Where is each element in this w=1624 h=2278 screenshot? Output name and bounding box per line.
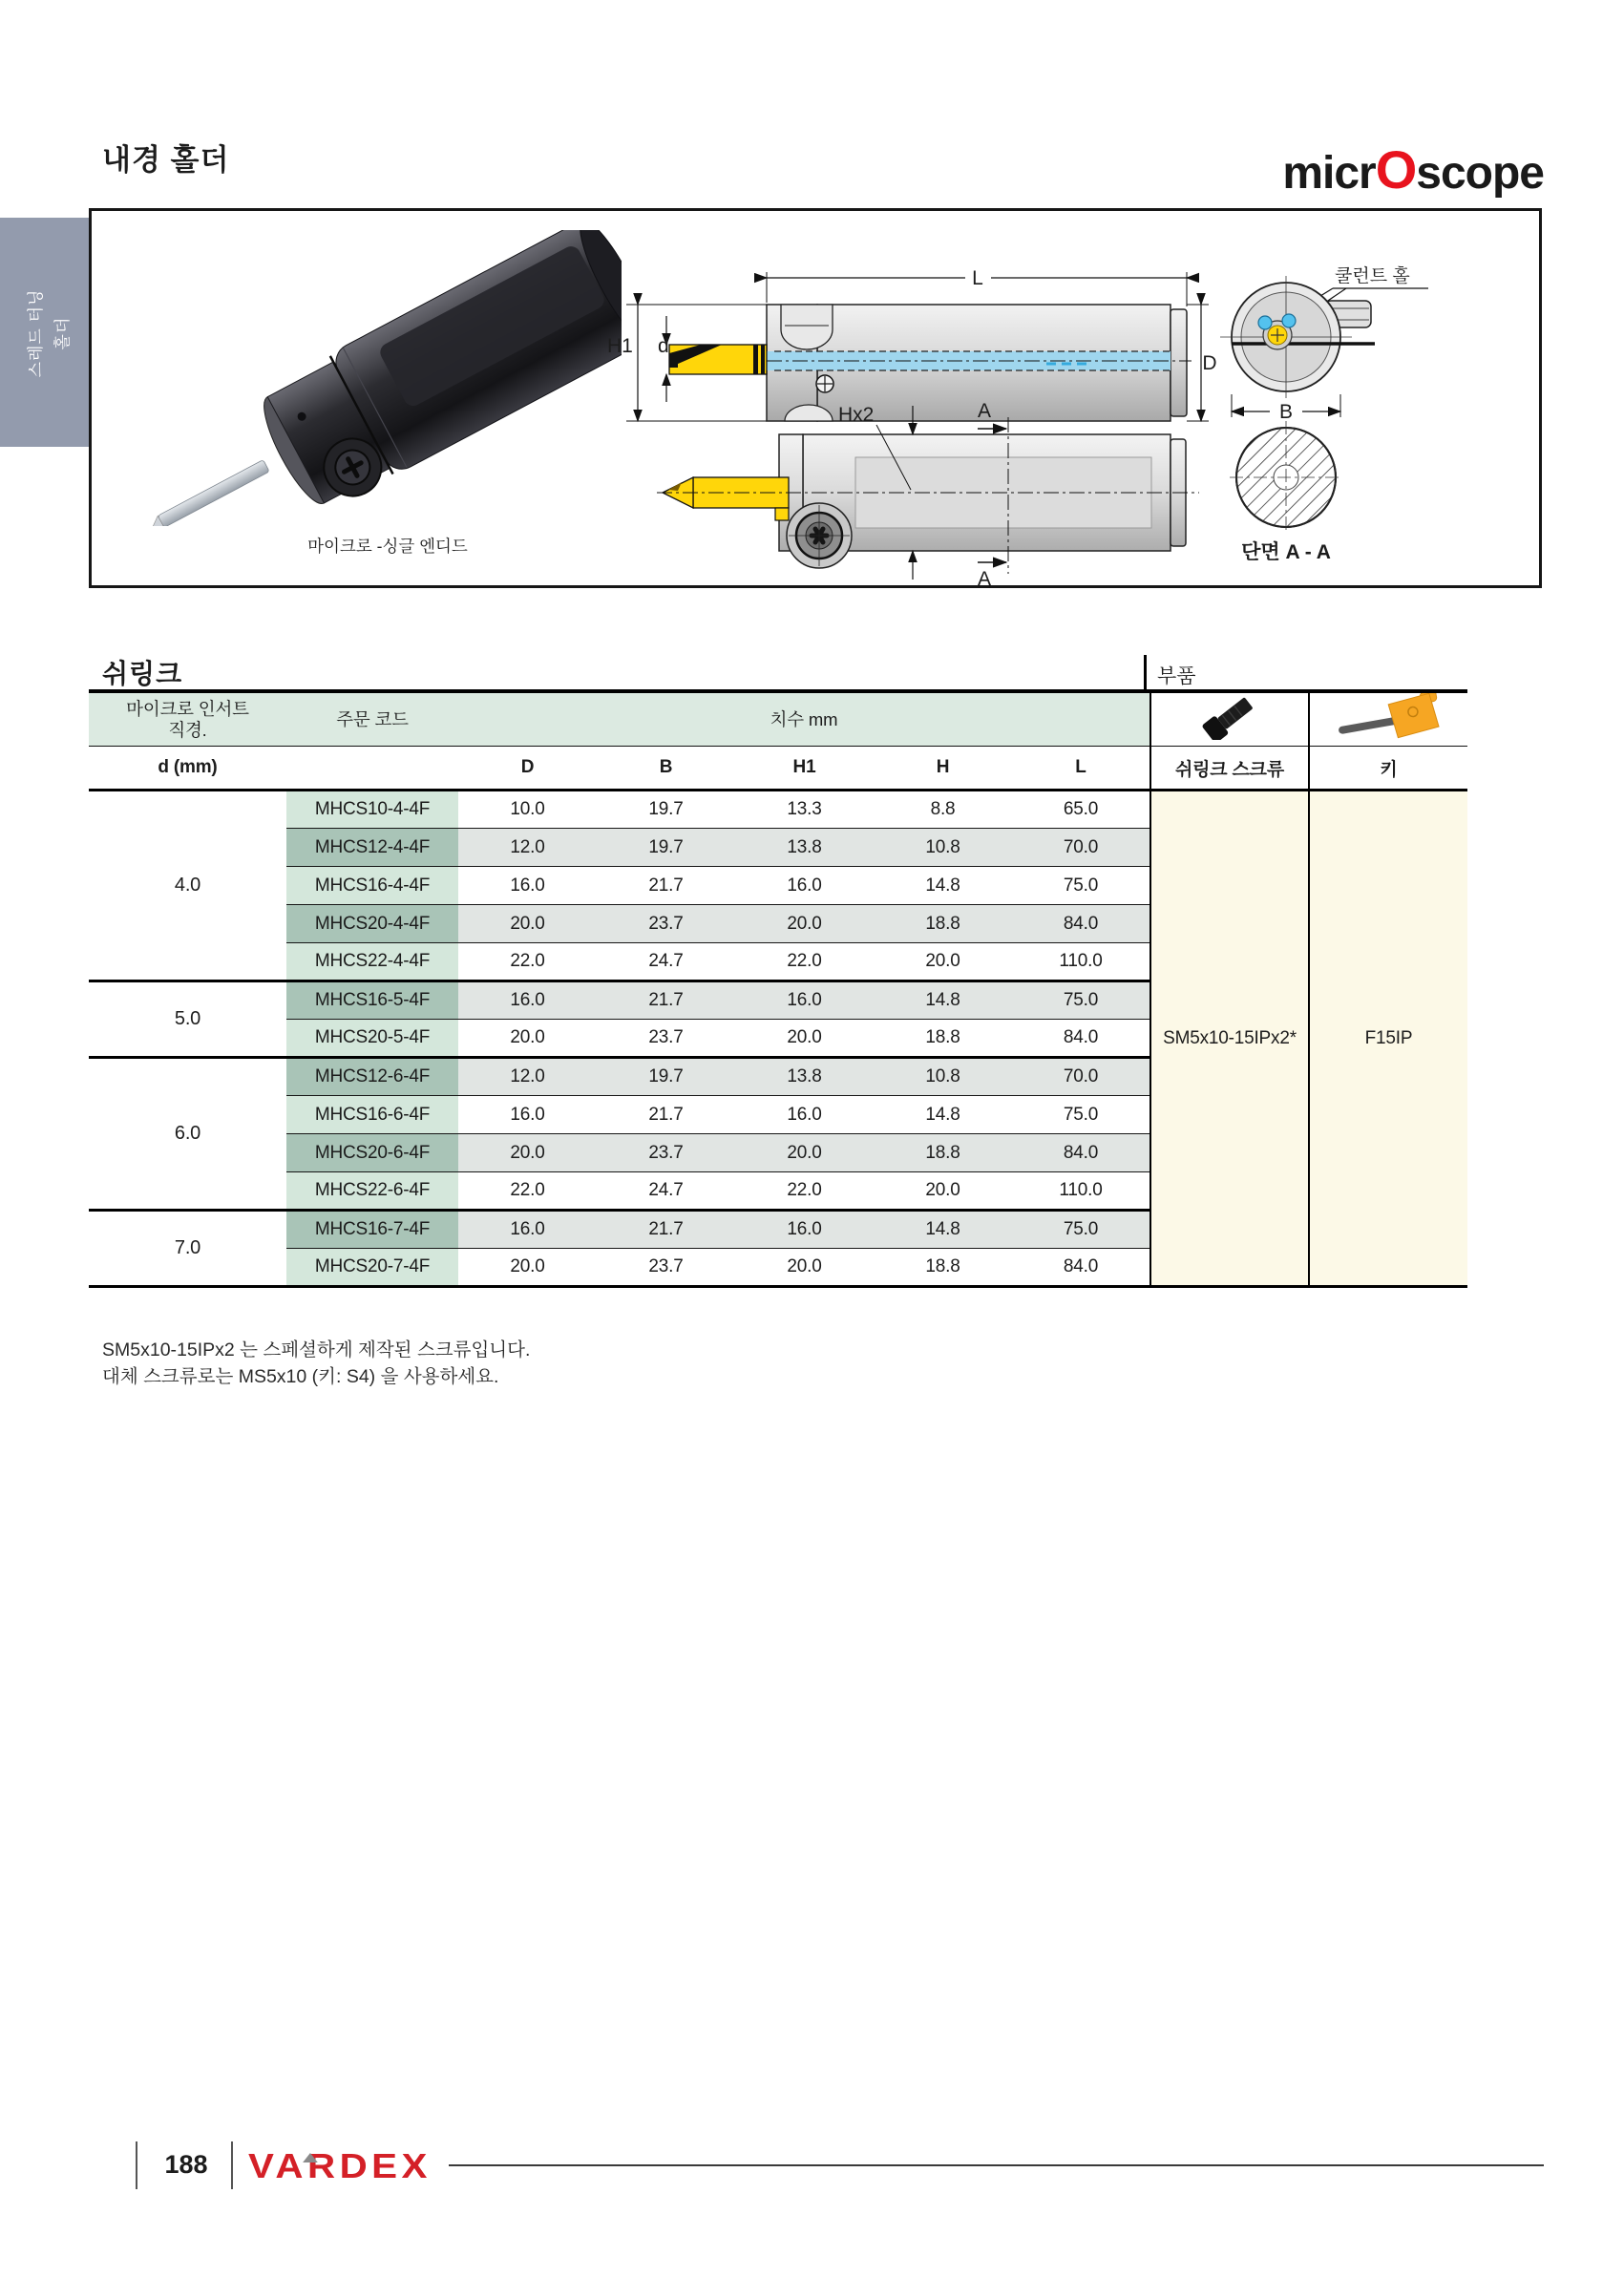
dim-d-cell: 20.0	[458, 1020, 597, 1058]
header-code-spacer	[286, 747, 458, 791]
dim-h1-cell: 22.0	[735, 1172, 874, 1211]
footer-divider-left	[136, 2141, 137, 2189]
dim-b-cell: 21.7	[597, 1211, 735, 1249]
dim-b-cell: 23.7	[597, 1249, 735, 1287]
dim-h-cell: 10.8	[874, 829, 1012, 867]
order-code-cell: MHCS20-5-4F	[286, 1020, 458, 1058]
dim-l-cell: 75.0	[1012, 1096, 1150, 1134]
dim-d-cell: 12.0	[458, 1058, 597, 1096]
dim-h1-cell: 16.0	[735, 1211, 874, 1249]
dim-l-cell: 84.0	[1012, 905, 1150, 943]
sidebar-tab-label-line2: 홀더	[53, 316, 72, 350]
dim-h1-cell: 20.0	[735, 1020, 874, 1058]
dim-d-cell: 16.0	[458, 1096, 597, 1134]
order-code-cell: MHCS12-6-4F	[286, 1058, 458, 1096]
order-code-cell: MHCS16-5-4F	[286, 981, 458, 1020]
dim-h1-cell: 13.3	[735, 791, 874, 829]
footer-rule	[449, 2164, 1544, 2166]
holder-photo	[144, 230, 622, 526]
order-code-cell: MHCS22-6-4F	[286, 1172, 458, 1211]
header-order-code: 주문 코드	[286, 691, 458, 747]
section-label-A-top: A	[977, 402, 992, 422]
header-col-D: D	[458, 747, 597, 791]
dim-l-cell: 84.0	[1012, 1134, 1150, 1172]
dim-h-cell: 20.0	[874, 943, 1012, 981]
footnote-line2: 대체 스크류로는 MS5x10 (키: S4) 을 사용하세요.	[102, 1366, 499, 1387]
dim-h-cell: 18.8	[874, 1020, 1012, 1058]
header-insert-diameter	[89, 691, 286, 747]
order-code-cell: MHCS12-4-4F	[286, 829, 458, 867]
header-col-H1: H1	[735, 747, 874, 791]
parts-title: 부품	[1157, 665, 1196, 687]
dim-b-cell: 23.7	[597, 1020, 735, 1058]
microscope-logo	[1050, 139, 1544, 200]
coolant-hole-left	[1258, 316, 1272, 329]
section-label-A-bottom: A	[977, 568, 992, 589]
dim-l-cell: 84.0	[1012, 1249, 1150, 1287]
header-d-mm: d (mm)	[89, 747, 286, 791]
dim-label-d: d	[658, 335, 669, 357]
order-code-cell: MHCS22-4-4F	[286, 943, 458, 981]
header-col-H: H	[874, 747, 1012, 791]
logo-red-o: O	[1375, 139, 1417, 200]
dim-l-cell: 75.0	[1012, 1211, 1150, 1249]
insert-diameter-cell: 6.0	[89, 1058, 286, 1211]
dim-b-cell: 23.7	[597, 905, 735, 943]
header-key-icon-cell	[1309, 691, 1467, 747]
coolant-hole-right	[1282, 314, 1296, 327]
vardex-logo	[248, 2146, 432, 2186]
dim-l-cell: 70.0	[1012, 1058, 1150, 1096]
shrink-screw-value-cell: SM5x10-15IPx2*	[1150, 791, 1309, 1287]
dim-h1-cell: 16.0	[735, 1096, 874, 1134]
dim-b-cell: 19.7	[597, 791, 735, 829]
dim-b-cell: 19.7	[597, 1058, 735, 1096]
order-code-cell: MHCS10-4-4F	[286, 791, 458, 829]
dim-d-cell: 16.0	[458, 867, 597, 905]
dim-h-cell: 8.8	[874, 791, 1012, 829]
footnote-line1: SM5x10-15IPx2 는 스페셜하게 제작된 스크류입니다.	[102, 1339, 531, 1360]
dim-b-cell: 19.7	[597, 829, 735, 867]
dim-label-B: B	[1278, 401, 1294, 423]
key-value-cell: F15IP	[1309, 791, 1467, 1287]
header-shrink-screw: 쉬링크 스크류	[1150, 747, 1309, 791]
dim-l-cell: 75.0	[1012, 867, 1150, 905]
dim-d-cell: 16.0	[458, 981, 597, 1020]
sidebar-category-tab[interactable]	[0, 218, 94, 447]
spec-table	[89, 689, 1467, 1288]
dim-label-D: D	[1202, 352, 1217, 374]
dim-d-cell: 16.0	[458, 1211, 597, 1249]
dim-l-cell: 84.0	[1012, 1020, 1150, 1058]
figure-box	[89, 208, 1542, 588]
footnotes	[102, 1337, 530, 1390]
dim-l-cell: 65.0	[1012, 791, 1150, 829]
logo-text-pre: micr	[1282, 148, 1376, 199]
insert-diameter-cell: 5.0	[89, 981, 286, 1058]
header-insert-diameter-line2: 직경.	[168, 719, 207, 740]
end-view-drawing	[1182, 230, 1440, 585]
insert-diameter-cell: 7.0	[89, 1211, 286, 1287]
order-code-cell: MHCS16-7-4F	[286, 1211, 458, 1249]
dim-h-cell: 14.8	[874, 981, 1012, 1020]
footer-divider-mid	[231, 2141, 233, 2189]
table-title: 쉬링크	[102, 659, 183, 688]
header-col-B: B	[597, 747, 735, 791]
insert-diameter-cell: 4.0	[89, 791, 286, 981]
rotated-view-drawing	[598, 402, 1209, 589]
boring-bar	[158, 460, 269, 526]
table-body	[89, 791, 1467, 1287]
table-header-row-cols	[89, 747, 1467, 791]
order-code-cell: MHCS20-6-4F	[286, 1134, 458, 1172]
order-code-cell: MHCS16-6-4F	[286, 1096, 458, 1134]
logo-text-post: scope	[1416, 148, 1544, 199]
figure-caption: 마이크로 -싱글 엔디드	[307, 537, 468, 556]
dim-b-cell: 24.7	[597, 1172, 735, 1211]
dim-b-cell: 23.7	[597, 1134, 735, 1172]
header-insert-diameter-line1: 마이크로 인서트	[126, 698, 249, 719]
dim-d-cell: 20.0	[458, 1134, 597, 1172]
dim-h-cell: 18.8	[874, 1134, 1012, 1172]
torx-key-icon	[1332, 693, 1446, 741]
section-aa-label: 단면 A - A	[1241, 541, 1331, 563]
dim-label-L: L	[972, 267, 983, 289]
dim-b-cell: 24.7	[597, 943, 735, 981]
dim-label-H1: H1	[607, 335, 633, 357]
dim-b-cell: 21.7	[597, 1096, 735, 1134]
dim-b-cell: 21.7	[597, 867, 735, 905]
header-screw-icon-cell	[1150, 691, 1309, 747]
dim-h-cell: 10.8	[874, 1058, 1012, 1096]
table-row	[89, 791, 1467, 829]
page-number: 188	[164, 2150, 208, 2179]
dim-h1-cell: 13.8	[735, 829, 874, 867]
dim-l-cell: 110.0	[1012, 943, 1150, 981]
page-title: 내경 홀더	[102, 143, 230, 177]
dim-d-cell: 20.0	[458, 905, 597, 943]
shrink-screw-icon	[1187, 694, 1273, 740]
dim-h-cell: 18.8	[874, 1249, 1012, 1287]
parts-divider-tick	[1144, 655, 1147, 691]
dim-l-cell: 75.0	[1012, 981, 1150, 1020]
dim-d-cell: 22.0	[458, 1172, 597, 1211]
table-header-row-groups	[89, 691, 1467, 747]
dim-l-cell: 110.0	[1012, 1172, 1150, 1211]
dim-h1-cell: 22.0	[735, 943, 874, 981]
dim-h1-cell: 20.0	[735, 1134, 874, 1172]
dim-h-cell: 14.8	[874, 1096, 1012, 1134]
dim-h1-cell: 20.0	[735, 1249, 874, 1287]
dim-b-cell: 21.7	[597, 981, 735, 1020]
header-dimensions: 치수 mm	[458, 691, 1150, 747]
order-code-cell: MHCS16-4-4F	[286, 867, 458, 905]
order-code-cell: MHCS20-7-4F	[286, 1249, 458, 1287]
vardex-logo-triangle	[303, 2153, 318, 2162]
dim-h1-cell: 16.0	[735, 981, 874, 1020]
order-code-cell: MHCS20-4-4F	[286, 905, 458, 943]
coolant-hole-label: 쿨런트 홀	[1335, 266, 1410, 286]
header-col-L: L	[1012, 747, 1150, 791]
dim-l-cell: 70.0	[1012, 829, 1150, 867]
sidebar-tab-label-line1: 스레드 터닝	[27, 288, 45, 378]
dim-h-cell: 14.8	[874, 867, 1012, 905]
dim-h1-cell: 16.0	[735, 867, 874, 905]
dim-d-cell: 22.0	[458, 943, 597, 981]
dim-h-cell: 14.8	[874, 1211, 1012, 1249]
vardex-logo-text: VARDEX	[248, 2146, 432, 2185]
dim-d-cell: 12.0	[458, 829, 597, 867]
dim-h1-cell: 13.8	[735, 1058, 874, 1096]
dim-d-cell: 20.0	[458, 1249, 597, 1287]
header-key: 키	[1309, 747, 1467, 791]
dim-h-cell: 18.8	[874, 905, 1012, 943]
dim-label-Hx2: Hx2	[838, 404, 875, 426]
dim-h-cell: 20.0	[874, 1172, 1012, 1211]
dim-d-cell: 10.0	[458, 791, 597, 829]
dim-h1-cell: 20.0	[735, 905, 874, 943]
